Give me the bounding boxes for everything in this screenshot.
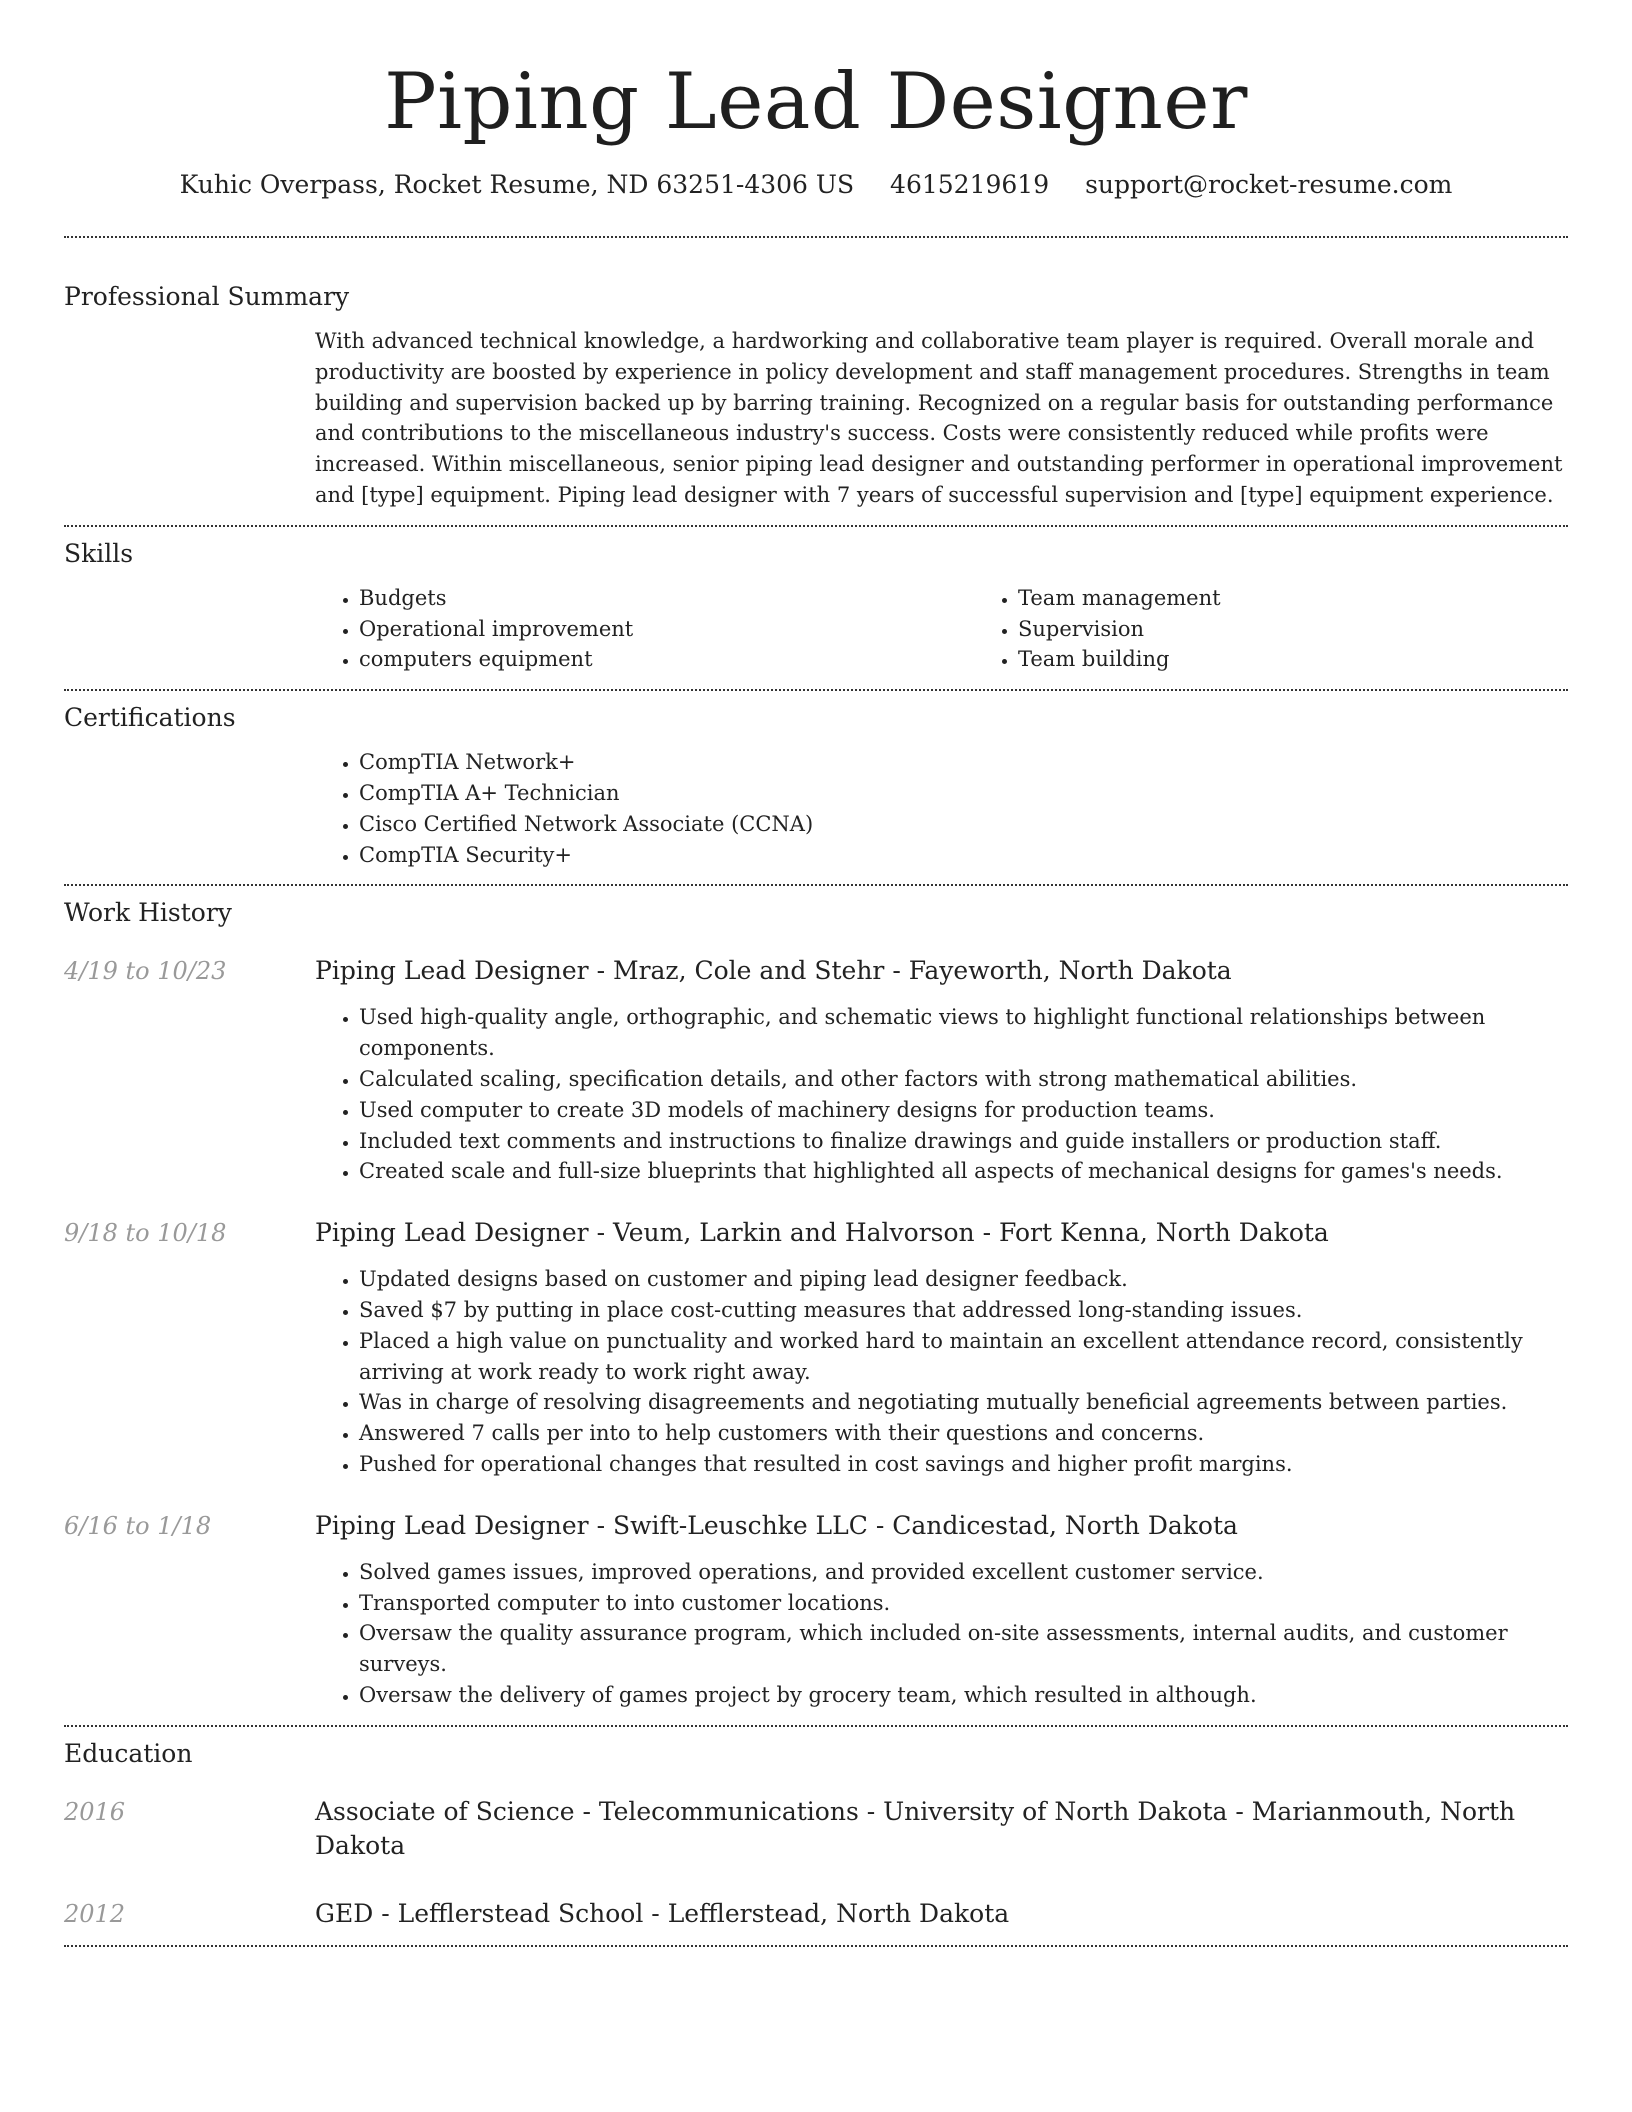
page-title: Piping Lead Designer <box>384 57 1248 147</box>
contact-email: support@rocket-resume.com <box>1085 170 1453 199</box>
section-title-education: Education <box>64 1738 193 1768</box>
job-bullets-row <box>64 1557 1568 1711</box>
education-item <box>64 1897 1568 1931</box>
contact-line <box>64 168 1568 202</box>
certifications-row <box>64 747 1568 870</box>
divider <box>64 1725 1568 1727</box>
skill-item: • Team management <box>1018 583 1632 614</box>
list-item: • Transported computer to into customer locations. <box>359 1588 1568 1619</box>
education-year: 2016 <box>64 1797 126 1826</box>
list-item: • Saved $7 by putting in place cost-cutting measures that addressed long-standing issues. <box>359 1295 1568 1326</box>
skill-item: • Budgets <box>359 583 974 614</box>
list-item: • Answered 7 calls per into to help customers with their questions and concerns. <box>359 1418 1568 1449</box>
job-bullets-row <box>64 1264 1568 1480</box>
education-text: Associate of Science - Telecommunications - University of North Dakota - Marianmouth, North Dakota <box>315 1796 1516 1860</box>
list-item: • Used computer to create 3D models of machinery designs for production teams. <box>359 1095 1568 1126</box>
list-item: • Placed a high value on punctuality and worked hard to maintain an excellent attendance record, consistently arriving at work ready to work right away. <box>359 1326 1568 1388</box>
job-dates: 9/18 to 10/18 <box>64 1219 227 1248</box>
list-item: • Oversaw the delivery of games project by grocery team, which resulted in although. <box>359 1680 1568 1711</box>
section-title-summary: Professional Summary <box>64 282 350 311</box>
divider <box>64 689 1568 691</box>
divider <box>64 236 1568 238</box>
job-bullets <box>315 1264 1568 1480</box>
job-dates: 6/16 to 1/18 <box>64 1511 212 1540</box>
education-year: 2012 <box>64 1899 126 1928</box>
education-text: GED - Lefflerstead School - Lefflerstead, North Dakota <box>315 1898 1010 1928</box>
section-title-work: Work History <box>64 898 232 928</box>
summary-text: With advanced technical knowledge, a hardworking and collaborative team player is required. Overall morale and productivity are boosted by experience in policy development and staff management procedures. Strengths in team building and supervision backed up by barring training. Recognized on a regular basis for outstanding performance and contributions to the miscellaneous industry's success. Costs were consistently reduced while profits were increased. Within miscellaneous, senior piping lead designer and outstanding performer in operational improvement and [type] equipment. Piping lead designer with 7 years of successful supervision and [type] equipment experience. <box>315 329 1563 507</box>
certification-item: • CompTIA A+ Technician <box>359 778 1568 809</box>
list-item: • Updated designs based on customer and piping lead designer feedback. <box>359 1264 1568 1295</box>
job-dates: 4/19 to 10/23 <box>64 957 227 986</box>
job-bullets <box>315 1557 1568 1711</box>
skill-item: • computers equipment <box>359 644 974 675</box>
job-title: Piping Lead Designer - Swift-Leuschke LLC - Candicestad, North Dakota <box>315 1510 1238 1540</box>
divider <box>64 525 1568 527</box>
list-item: • Created scale and full-size blueprints that highlighted all aspects of mechanical designs for games's needs. <box>359 1156 1568 1187</box>
job-title: Piping Lead Designer - Mraz, Cole and Stehr - Fayeworth, North Dakota <box>315 956 1232 986</box>
job-header <box>64 954 1568 988</box>
job-bullets-row <box>64 1002 1568 1187</box>
list-item: • Was in charge of resolving disagreements and negotiating mutually beneficial agreements between parties. <box>359 1387 1568 1418</box>
list-item: • Included text comments and instructions to finalize drawings and guide installers or production staff. <box>359 1126 1568 1157</box>
list-item: • Used high-quality angle, orthographic, and schematic views to highlight functional relationships between components. <box>359 1002 1568 1064</box>
certification-item: • Cisco Certified Network Associate (CCNA) <box>359 809 1568 840</box>
section-title-certifications: Certifications <box>64 703 236 733</box>
certifications-list <box>315 747 1568 870</box>
divider <box>64 884 1568 886</box>
contact-phone: 4615219619 <box>890 170 1050 199</box>
education-item <box>64 1795 1568 1863</box>
list-item: • Solved games issues, improved operations, and provided excellent customer service. <box>359 1557 1568 1588</box>
skills-list-right <box>974 583 1632 675</box>
summary-row <box>64 326 1568 511</box>
certification-item: • CompTIA Network+ <box>359 747 1568 778</box>
skills-list-left <box>315 583 974 675</box>
contact-address: Kuhic Overpass, Rocket Resume, ND 63251-4306 US <box>179 170 855 199</box>
skill-item: • Supervision <box>1018 614 1632 645</box>
resume-content <box>64 0 1568 1947</box>
job-header <box>64 1216 1568 1250</box>
list-item: • Oversaw the quality assurance program, which included on-site assessments, internal audits, and customer surveys. <box>359 1618 1568 1680</box>
job-title: Piping Lead Designer - Veum, Larkin and Halvorson - Fort Kenna, North Dakota <box>315 1218 1329 1248</box>
skill-item: • Team building <box>1018 644 1632 675</box>
divider <box>64 1945 1568 1947</box>
job-bullets <box>315 1002 1568 1187</box>
skill-item: • Operational improvement <box>359 614 974 645</box>
job-header <box>64 1509 1568 1543</box>
skills-row <box>64 583 1568 675</box>
list-item: • Calculated scaling, specification details, and other factors with strong mathematical abilities. <box>359 1064 1568 1095</box>
section-title-skills: Skills <box>64 538 134 568</box>
skills-grid <box>315 583 1632 675</box>
certification-item: • CompTIA Security+ <box>359 840 1568 871</box>
list-item: • Pushed for operational changes that resulted in cost savings and higher profit margins. <box>359 1449 1568 1480</box>
